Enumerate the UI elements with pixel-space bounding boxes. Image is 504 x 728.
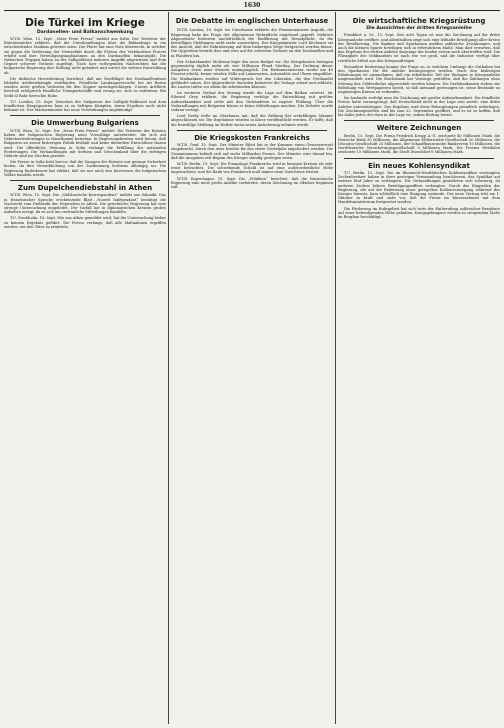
section-divider [10,115,160,116]
article-paragraph: Im Auslande verfolgt man die Zeichnung mit großer Aufmerksamkeit. Die feindliche Presse hatte vorausgesagt, daß Deutschland nicht in der Lage sein werde, eine dritte Anleihe unterzubringen. Das Ergebnis wird diese Behauptungen gründlich widerlegen. Die Zeichnungsstellen sind bis zum 22. September geöffnet, und es ist zu hoffen, daß bis dahin jeder, der dazu in der Lage ist, seinen Beitrag leistet. [338,96,500,117]
column-rule-1 [168,12,169,724]
article-paragraph: Der Schatzkanzler McKenna legte das neue Budget vor. Die Kriegskosten betragen gegenwärtig täglich mehr als vier Millionen Pfund Sterling. Zur Deckung dieser Ausgaben seien neue Steuern unumgänglich. Die Einkommensteuer werde um 40 Prozent erhöht, ferner würden Zölle auf Luxuswaren, Automobile und Uhren eingeführt. Die Maßnahmen stießen auf Widerspruch bei den Liberalen, die den Freihandel gefährdet sahen. Der Abgeordnete Snowden kritisierte die Vorlage scharf und erklärte, die Lasten träfen vor allem die arbeitenden Klassen. [171,59,333,89]
article-paragraph: W.T.B. Wien, 15. Sept. Die „Neue Freie Presse“ meldet: Die Vertreter der Entente haben der bulgarischen Regierung neue Vorschläge unterbreitet, die sich auf Gebietserweiterungen in Mazedonien beziehen. In Regierungskreisen wird betont, daß Bulgarien an seiner bisherigen Politik festhält und keine übereilten Entschlüsse fassen wird. Die öffentliche Meinung in Sofia verlangt die Erfüllung der nationalen Forderungen. Die Verhandlungen mit Serbien und Griechenland über die strittigen Gebiete sind ins Stocken geraten. [4,128,166,159]
article-paragraph: T.U. Berlin, 15. Sept. Die im Rheinisch-Westfälischen Kohlensyndikat vereinigten Zechenbesitzer haben in ihrer gestrigen Versammlung beschlossen, das Syndikat auf weitere fünf Jahre zu verlängern. Die Verhandlungen gestalteten sich schwierig, da mehrere Zechen höhere Beteiligungsziffern verlangten. Durch das Eingreifen der Regierung, die auf die Bedeutung einer geregelten Kohlenversorgung während des Krieges hinwies, kam schließlich eine Einigung zustande. Der neue Vertrag tritt am 1. Oktober in Kraft und sieht vor, daß die Preise im Einvernehmen mit dem Handelsministerium festgesetzt werden. [338,170,500,205]
article-paragraph: Im weiteren Verlauf der Sitzung wurde die Lage auf dem Balkan erörtert. Sir Edward Grey erklärte, die Regierung verfolge die Entwicklung mit größter Aufmerksamkeit und stehe mit den Verbündeten in engster Fühlung. Über die Verhandlungen mit Bulgarien könne er keine Mitteilungen machen. Die Debatte wurde sodann vertagt. [171,91,333,112]
page-number: 1630 [243,2,261,9]
article-paragraph: W.T.B. Genf, 15. Sept. Der Minister Ribot hat in der Kammer einen Gesetzentwurf eingebracht, durch den neue Kredite für das vierte Vierteljahr angefordert werden. Die Gesamtsumme beläuft sich auf sechs Milliarden Francs. Der Minister wies darauf hin, daß die Ausgaben seit Beginn des Krieges ständig gestiegen seien. [171,143,333,160]
article-paragraph: W.T.B. Wien, 15. Sept. „Neue Freie Presse“ meldet aus Sofia: Der Vertreter der Ententemächte erklärte, daß die Unterhandlungen über die Balkanfrage in ein entscheidendes Stadium getreten seien. Die Pforte hat eine Note überreicht, in welcher sie gegen die Verletzung der Neutralität durch die Flotten der Verbündeten Protest erhebt und ihre Verteidigungsmaßnahmen an den Dardanellen bekanntgibt. Die türkischen Truppen haben an der Gallipolifront mehrere Angriffe abgewiesen und dem Gegner schwere Verluste zugefügt. Nach hier vorliegenden Nachrichten hat die bulgarische Regierung ihre Haltung nicht geändert und wartet die weitere Entwicklung ab. [4,37,166,75]
article-paragraph: Frankfurt a. M., 15. Sept. Seit acht Tagen ist nun die Zeichnung auf die dritte Kriegsanleihe eröffnet, und allenthalben zeigt sich eine lebhafte Beteiligung aller Kreise der Bevölkerung. Die Banken und Sparkassen melden zahlreiche Zeichnungen, und auch die kleinen Sparer beteiligen sich in erfreulichem Maße. Man darf erwarten, daß das Ergebnis der dritten Anleihe dasjenige der beiden ersten noch übertreffen wird. Die Flüssigkeit des Geldmarktes ist nach wie vor groß, und die Industrie verfügt über reichliche Mittel aus den Kriegsaufträgen. [338,33,500,63]
article-paragraph: Besondere Bedeutung kommt der Frage zu, in welchem Umfange die Guthaben bei den Sparkassen für die Anleihe herangezogen werden. Nach den bisherigen Erfahrungen ist anzunehmen, daß ein erheblicher Teil der Einlagen in Kriegsanleihe umgewandelt wird. Die Reichsbank hat Vorsorge getroffen, daß die Zahlungen ohne Störung des Geldverkehrs abgewickelt werden können. Die Darlehnskassen stehen zur Beleihung von Wertpapieren bereit, so daß niemand gezwungen ist, seine Bestände zu ungünstigen Kursen zu verkaufen. [338,64,500,94]
column-2 [171,14,333,724]
article-title-athens: Zum Dupelchendiebstahl in Athen [17,184,153,193]
article-title-english-debate: Die Debatte im englischen Unterhause [175,17,329,25]
article-paragraph: W.T.B. Berlin, 15. Sept. Die Finanzlage Frankreichs wird in hiesigen Kreisen als sehr ernst betrachtet. Die schwebende Schuld ist auf eine außerordentliche Höhe angewachsen, und die Bank von Frankreich muß immer neue Vorschüsse leisten. [171,161,333,175]
article-paragraph: T.U. London, 15. Sept. Zwischen der Südgrenze der Gallipoli-Halbinsel und dem feindlichen Hauptquartier kam es zu heftigen Kämpfen, deren Ergebnis noch nicht bekannt ist. Der Marineminister hat neue Verstärkungen angekündigt. [4,99,166,113]
article-paragraph: Die Förderung im Ruhrgebiet hat sich trotz der Einberufung zahlreicher Bergleute auf einer befriedigenden Höhe gehalten. Kriegsgefangene werden in steigendem Maße im Bergbau beschäftigt. [338,206,500,219]
article-title-subscriptions: Weitere Zeichnungen [376,124,462,133]
article-title-turkey: Die Türkei im Kriege [25,17,145,29]
article-paragraph: W.T.B. London, 16. Sept. Im Unterhause erklärte der Premierminister Asquith, die Regierung habe die Frage der allgemeinen Wehrpflicht eingehend geprüft. Mehrere Abgeordnete forderten nachdrücklich die Einführung der Dienstpflicht, da die freiwilligen Meldungen nicht mehr ausreichten. Der Kriegsminister Lord Kitchener sei der Ansicht, daß die Rekrutierung auf dem bisherigen Wege fortgesetzt werden könne. Die Opposition bestritt dies und wies auf die schweren Verluste an den Dardanellen und in Flandern hin. [171,28,333,58]
column-rule-2 [335,12,336,724]
article-paragraph: W.T.B. Wien, 15. Sept. Die „Südslawische Korrespondenz“ meldet aus Saloniki: Das in französischer Sprache erscheinende Blatt „Nouvel Indépendant“ bestätigt die Nachricht vom Diebstahl der Depeschen in Athen. Die griechische Regierung hat eine strenge Untersuchung eingeleitet. Der Vorfall hat in diplomatischen Kreisen großes Aufsehen erregt, da es sich um vertrauliche Mitteilungen handelte. [4,193,166,215]
section-divider [344,120,494,121]
article-title-economy: Die wirtschaftliche Kriegsrüstung [352,17,486,25]
section-divider [10,180,160,181]
column-3 [338,14,500,724]
article-title-coal-syndicate: Ein neues Kohlensyndikat [368,161,470,170]
column-1 [4,14,166,724]
article-title-bulgaria: Die Umwerbung Bulgariens [31,119,139,128]
article-paragraph: Lord Derby teilte im Oberhause mit, daß die Zählung der wehrfähigen Männer abgeschlossen sei. Die Ergebnisse würden in Kürze veröffentlicht werden. Er hoffe, daß die freiwillige Meldung im Herbst einen neuen Aufschwung nehmen werde. [171,114,333,127]
article-paragraph: Die türkische Heeresleitung berichtet, daß am Nordflügel der Dardanellenfront lebhafte Artilleriekämpfe stattfanden. Feindliche Landungsversuche bei Ari Burnu wurden unter großen Verlusten für den Gegner zurückgeschlagen. Unsere Artillerie beschoß erfolgreich feindliche Transportschiffe und zwang sie, sich zu entfernen. Bei Sedd ül Bahr herrschte Ruhe. [4,76,166,98]
article-paragraph: Die Presse in Sofia hebt hervor, daß die Zusagen der Entente nur geringe Sicherheit bieten, da ihre Verwirklichung von der Zustimmung Serbiens abhängig sei. Die Regierung Radoslawow hat erklärt, daß sie nur nach den Interessen des bulgarischen Volkes handeln werde. [4,160,166,177]
section-divider [344,158,494,159]
article-paragraph: T.U. Stockholm, 16. Sept. Wie aus Athen gemeldet wird, hat die Untersuchung bisher zu keinem Ergebnis geführt. Die Presse verlangt, daß alle Maßnahmen ergriffen werden, um den Täter zu ermitteln. [4,216,166,229]
article-title-france-costs: Die Kriegskosten Frankreichs [194,133,310,142]
article-paragraph: W.T.B. Kopenhagen, 15. Sept. Die „Politiken“ berichtet, daß die französische Regierung eine neue große Anleihe vorbereite, deren Zeichnung im Oktober beginnen soll. [171,176,333,189]
article-paragraph: Berlin, 15. Sept. Die Firma Friedrich Krupp A.-G. zeichnete 40 Millionen Mark, die Deutsche Bank 30 Millionen, die Allgemeine Elektricitäts-Gesellschaft 20 Millionen, die Disconto-Gesellschaft 25 Millionen, der Schaaffhausensche Bankverein 10 Millionen, die Norddeutsche Versicherungsgesellschaft 5 Millionen Mark. Die Provinz Westfalen zeichnete 15 Millionen Mark, die Stadt Düsseldorf 8 Millionen Mark. [338,133,500,155]
article-subtitle-war-loan: Die Aussichten der dritten Kriegsanleihe [366,26,472,32]
section-divider [177,130,327,131]
article-subtitle-dardanelles: Dardanellen- und Balkanschwenkung [36,30,134,36]
top-rule [4,10,500,11]
